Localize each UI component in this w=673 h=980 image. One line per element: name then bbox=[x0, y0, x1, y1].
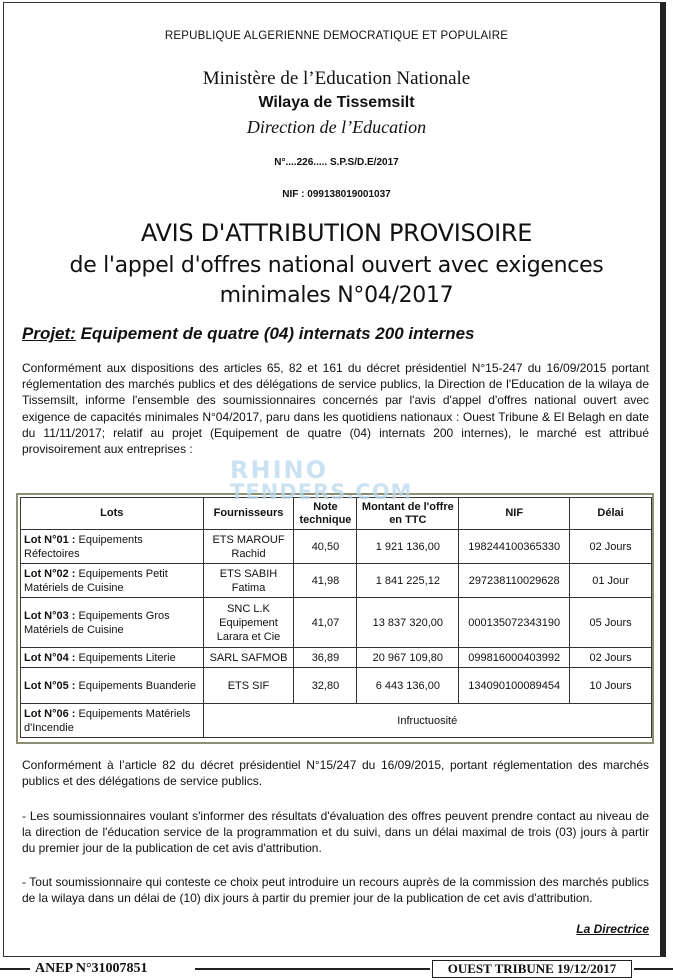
notice-title: AVIS D'ATTRIBUTION PROVISOIRE bbox=[140, 219, 533, 247]
amount-cell: 1 841 225,12 bbox=[357, 564, 459, 598]
nif-cell: 198244100365330 bbox=[459, 530, 570, 564]
score-cell: 41,98 bbox=[294, 564, 357, 598]
lot-number: Lot N°01 : bbox=[24, 533, 76, 546]
lot-number: Lot N°05 : bbox=[24, 679, 76, 692]
lot-cell bbox=[21, 648, 204, 668]
reference-number: N°....226..... S.P.S/D.E/2017 bbox=[274, 157, 399, 168]
footer-rule-right bbox=[634, 968, 673, 970]
amount-cell: 20 967 109,80 bbox=[357, 648, 459, 668]
nif-cell: 000135072343190 bbox=[459, 598, 570, 648]
direction-name: Direction de l’Education bbox=[246, 117, 427, 137]
supplier-cell: ETS SABIH Fatima bbox=[203, 564, 294, 598]
lot-description: Equipements Matériels d'Incendie bbox=[24, 707, 191, 734]
watermark-line2: TENDERS.COM bbox=[230, 480, 413, 504]
wilaya-name: Wilaya de Tissemsilt bbox=[258, 94, 415, 111]
lot-cell bbox=[21, 564, 204, 598]
supplier-cell: SNC L.K Equipement Larara et Cie bbox=[203, 598, 294, 648]
header-note: Note technique bbox=[294, 498, 357, 530]
delay-cell: 05 Jours bbox=[570, 598, 652, 648]
table-row bbox=[21, 564, 652, 598]
delay-cell: 10 Jours bbox=[570, 668, 652, 704]
notice-subtitle-line2: minimales N°04/2017 bbox=[219, 283, 454, 308]
footer-rule-left bbox=[0, 968, 30, 970]
header-nif: NIF bbox=[459, 498, 570, 530]
table-row bbox=[21, 704, 652, 738]
unsuccessful-status: Infructuosité bbox=[203, 704, 651, 738]
nif-cell: 099816000403992 bbox=[459, 648, 570, 668]
amount-cell: 6 443 136,00 bbox=[357, 668, 459, 704]
lot-cell bbox=[21, 598, 204, 648]
header-lots: Lots bbox=[21, 498, 204, 530]
lot-description: Equipements Buanderie bbox=[75, 679, 196, 692]
signature: La Directrice bbox=[576, 922, 649, 936]
project-line bbox=[22, 324, 475, 344]
amount-cell: 13 837 320,00 bbox=[357, 598, 459, 648]
score-cell: 41,07 bbox=[294, 598, 357, 648]
supplier-cell: ETS MAROUF Rachid bbox=[203, 530, 294, 564]
nif-number: NIF : 099138019001037 bbox=[282, 189, 391, 200]
nif-cell: 297238110029628 bbox=[459, 564, 570, 598]
table-row bbox=[21, 530, 652, 564]
information-paragraph: - Les soumissionnaires voulant s'informer des résultats d'évaluation des offres peuvent prendre contact au niveau de la direction de l'éducation service de la programmation et du suivi, dans un délai maximal de trois (03) jours à partir du premier jour de la publication de cet avis d'attribution. bbox=[22, 809, 649, 856]
lot-description: Equipements Réfectoires bbox=[24, 533, 143, 560]
watermark-line1: RHINO bbox=[230, 456, 328, 484]
newspaper-stamp: OUEST TRIBUNE 19/12/2017 bbox=[432, 960, 632, 978]
delay-cell: 01 Jour bbox=[570, 564, 652, 598]
supplier-cell: ETS SIF bbox=[203, 668, 294, 704]
attribution-table bbox=[20, 497, 652, 738]
score-cell: 32,80 bbox=[294, 668, 357, 704]
lot-cell bbox=[21, 530, 204, 564]
lot-number: Lot N°06 : bbox=[24, 707, 76, 720]
header-fournisseurs: Fournisseurs bbox=[203, 498, 294, 530]
notice-subtitle-line1: de l'appel d'offres national ouvert avec exigences bbox=[69, 253, 604, 278]
lot-cell bbox=[21, 704, 204, 738]
lot-cell bbox=[21, 668, 204, 704]
ministry-name: Ministère de l’Education Nationale bbox=[202, 68, 471, 89]
footer-rule-middle bbox=[195, 968, 430, 970]
score-cell: 40,50 bbox=[294, 530, 357, 564]
table-row bbox=[21, 598, 652, 648]
header-delai: Délai bbox=[570, 498, 652, 530]
project-label: Projet: bbox=[22, 324, 76, 343]
amount-cell: 1 921 136,00 bbox=[357, 530, 459, 564]
delay-cell: 02 Jours bbox=[570, 648, 652, 668]
nif-cell: 134090100089454 bbox=[459, 668, 570, 704]
republic-header: REPUBLIQUE ALGERIENNE DEMOCRATIQUE ET POPULAIRE bbox=[164, 30, 509, 42]
intro-paragraph: Conformément aux dispositions des articles 65, 82 et 161 du décret présidentiel N°15-247 du 16/09/2015 portant réglementation des marchés publics et des délégations de service publics, la Direction de l'Education de la wilaya de Tissemsilt, informe l'ensemble des soumissionnaires concernés par l'avis d'appel d'offres national ouvert avec exigence de capacités minimales N°04/2017, paru dans les quotidiens nationaux : Ouest Tribune & El Belagh en date du 11/11/2017; relatif au projet (Equipement de quatre (04) internats 200 internes), le marché est attribué provisoirement aux entreprises : bbox=[22, 361, 649, 457]
table-row bbox=[21, 668, 652, 704]
lot-description: Equipements Gros Matériels de Cuisine bbox=[24, 609, 170, 636]
anep-number: ANEP N°31007851 bbox=[35, 961, 148, 976]
header-montant: Montant de l'offre en TTC bbox=[357, 498, 459, 530]
lot-description: Equipements Literie bbox=[75, 651, 176, 664]
table-row bbox=[21, 648, 652, 668]
lot-description: Equipements Petit Matériels de Cuisine bbox=[24, 567, 168, 594]
supplier-cell: SARL SAFMOB bbox=[203, 648, 294, 668]
watermark bbox=[230, 456, 412, 504]
appeal-paragraph: - Tout soumissionnaire qui conteste ce choix peut introduire un recours auprès de la commission des marchés publics de la wilaya dans un délai de (10) dix jours à partir du premier jour de la publication de cet avis d'attribution. bbox=[22, 875, 649, 906]
score-cell: 36,89 bbox=[294, 648, 357, 668]
project-text: Equipement de quatre (04) internats 200 internes bbox=[75, 324, 475, 343]
lot-number: Lot N°02 : bbox=[24, 567, 76, 580]
lot-number: Lot N°03 : bbox=[24, 609, 76, 622]
lot-number: Lot N°04 : bbox=[24, 651, 76, 664]
delay-cell: 02 Jours bbox=[570, 530, 652, 564]
legal-reference-paragraph: Conformément à l’article 82 du décret présidentiel N°15/247 du 16/09/2015, portant réglementation des marchés publics et des délégations de service publics. bbox=[22, 758, 649, 789]
